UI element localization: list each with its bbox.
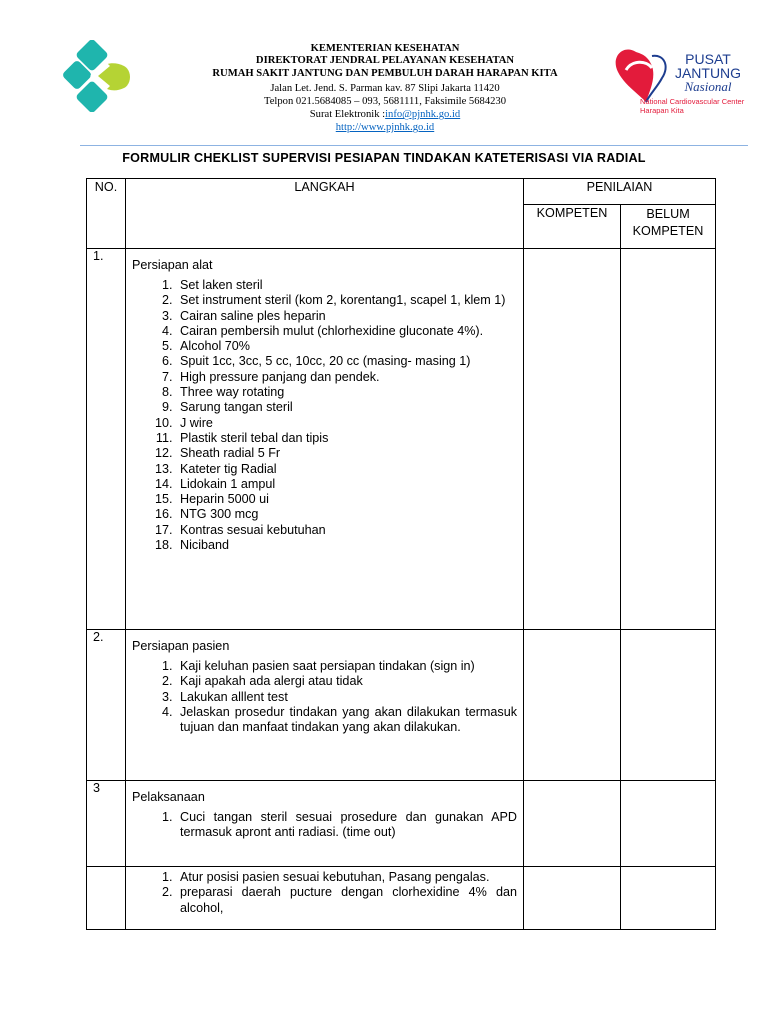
kompeten-cell[interactable] — [524, 249, 621, 630]
ministry-logo-icon — [52, 40, 132, 112]
address: Jalan Let. Jend. S. Parman kav. 87 Slipi Jakarta 11420 — [270, 83, 500, 95]
list-item: 10. J wire — [176, 416, 517, 431]
kompeten-cell[interactable] — [524, 630, 621, 781]
logo-text-harapan-kita: Harapan Kita — [640, 106, 684, 115]
table-row — [87, 867, 716, 930]
header-no: NO. — [87, 179, 126, 249]
header-divider — [80, 145, 748, 146]
list-item: 12. Sheath radial 5 Fr — [176, 446, 517, 461]
email-line — [180, 108, 590, 121]
step-list — [132, 870, 517, 916]
logo-text-nasional: Nasional — [684, 79, 732, 94]
header-langkah: LANGKAH — [126, 179, 524, 249]
list-item: 4. Cairan pembersih mulut (chlorhexidine gluconate 4%). — [176, 324, 517, 339]
header-belum-kompeten: BELUM KOMPETEN — [621, 205, 716, 249]
step-cell — [126, 867, 524, 930]
list-item: 5. Alcohol 70% — [176, 339, 517, 354]
list-item: 13. Kateter tig Radial — [176, 462, 517, 477]
step-cell — [126, 249, 524, 630]
list-item: 14. Lidokain 1 ampul — [176, 477, 517, 492]
belum-kompeten-cell[interactable] — [621, 630, 716, 781]
list-item: 3. Lakukan alllent test — [176, 690, 517, 705]
belum-kompeten-cell[interactable] — [621, 867, 716, 930]
table-row — [87, 781, 716, 867]
row-number: 3 — [87, 781, 126, 867]
email-link[interactable]: info@pjnhk.go.id — [385, 109, 461, 121]
list-item: 1. Atur posisi pasien sesuai kebutuhan, Pasang pengalas. — [176, 870, 517, 885]
form-title: FORMULIR CHEKLIST SUPERVISI PESIAPAN TINDAKAN KATETERISASI VIA RADIAL — [122, 151, 646, 165]
step-list — [132, 810, 517, 841]
belum-kompeten-cell[interactable] — [621, 781, 716, 867]
list-item: 15. Heparin 5000 ui — [176, 492, 517, 507]
list-item: 11. Plastik steril tebal dan tipis — [176, 431, 517, 446]
list-item: 2. preparasi daerah pucture dengan clorhexidine 4% dan alcohol, — [176, 885, 517, 916]
list-item: 2. Kaji apakah ada alergi atau tidak — [176, 674, 517, 689]
hospital-name: RUMAH SAKIT JANTUNG DAN PEMBULUH DARAH HARAPAN KITA — [212, 67, 558, 79]
step-cell — [126, 630, 524, 781]
step-cell — [126, 781, 524, 867]
section-title: Persiapan alat — [132, 258, 213, 272]
letterhead-text — [180, 43, 590, 134]
list-item: 8. Three way rotating — [176, 385, 517, 400]
section-title: Persiapan pasien — [132, 639, 230, 653]
list-item: 7. High pressure panjang dan pendek. — [176, 370, 517, 385]
list-item: 1. Cuci tangan steril sesuai prosedure dan gunakan APD termasuk apront anti radiasi. (time out) — [176, 810, 517, 841]
logo-text-jantung: JANTUNG — [674, 65, 742, 81]
list-item: 1. Kaji keluhan pasien saat persiapan tindakan (sign in) — [176, 659, 517, 674]
row-number — [87, 867, 126, 930]
kompeten-cell[interactable] — [524, 867, 621, 930]
pusat-jantung-nasional-logo-icon — [612, 46, 762, 116]
letterhead — [0, 0, 768, 146]
kompeten-cell[interactable] — [524, 781, 621, 867]
row-number: 2. — [87, 630, 126, 781]
list-item: 17. Kontras sesuai kebutuhan — [176, 523, 517, 538]
section-title: Pelaksanaan — [132, 790, 205, 804]
list-item: 1. Set laken steril — [176, 278, 517, 293]
row-number: 1. — [87, 249, 126, 630]
list-item: 18. Niciband — [176, 538, 517, 553]
table-row — [87, 630, 716, 781]
email-label: Surat Elektronik : — [309, 109, 386, 121]
header-kompeten: KOMPETEN — [524, 205, 621, 249]
directorate-name: DIREKTORAT JENDRAL PELAYANAN KESEHATAN — [255, 55, 515, 67]
logo-text-english: National Cardiovascular Center — [640, 97, 745, 106]
list-item: 2. Set instrument steril (kom 2, korentang1, scapel 1, klem 1) — [176, 293, 517, 308]
step-list — [132, 278, 517, 553]
step-list — [132, 659, 517, 735]
list-item: 16. NTG 300 mcg — [176, 507, 517, 522]
list-item: 4. Jelaskan prosedur tindakan yang akan dilakukan termasuk tujuan dan manfaat tindakan yang akan dilakukan. — [176, 705, 517, 736]
website-link[interactable]: http://www.pjnhk.go.id — [335, 122, 435, 134]
table-row — [87, 249, 716, 630]
phone: Telpon 021.5684085 – 093, 5681111, Faksimile 5684230 — [263, 96, 507, 108]
logo-text-pusat: PUSAT — [685, 51, 731, 67]
list-item: 9. Sarung tangan steril — [176, 400, 517, 415]
belum-kompeten-cell[interactable] — [621, 249, 716, 630]
header-penilaian: PENILAIAN — [524, 179, 716, 205]
ministry-name: KEMENTERIAN KESEHATAN — [310, 43, 460, 54]
list-item: 6. Spuit 1cc, 3cc, 5 cc, 10cc, 20 cc (masing- masing 1) — [176, 354, 517, 369]
list-item: 3. Cairan saline ples heparin — [176, 309, 517, 324]
checklist-table — [86, 178, 716, 930]
header-row — [87, 179, 716, 205]
